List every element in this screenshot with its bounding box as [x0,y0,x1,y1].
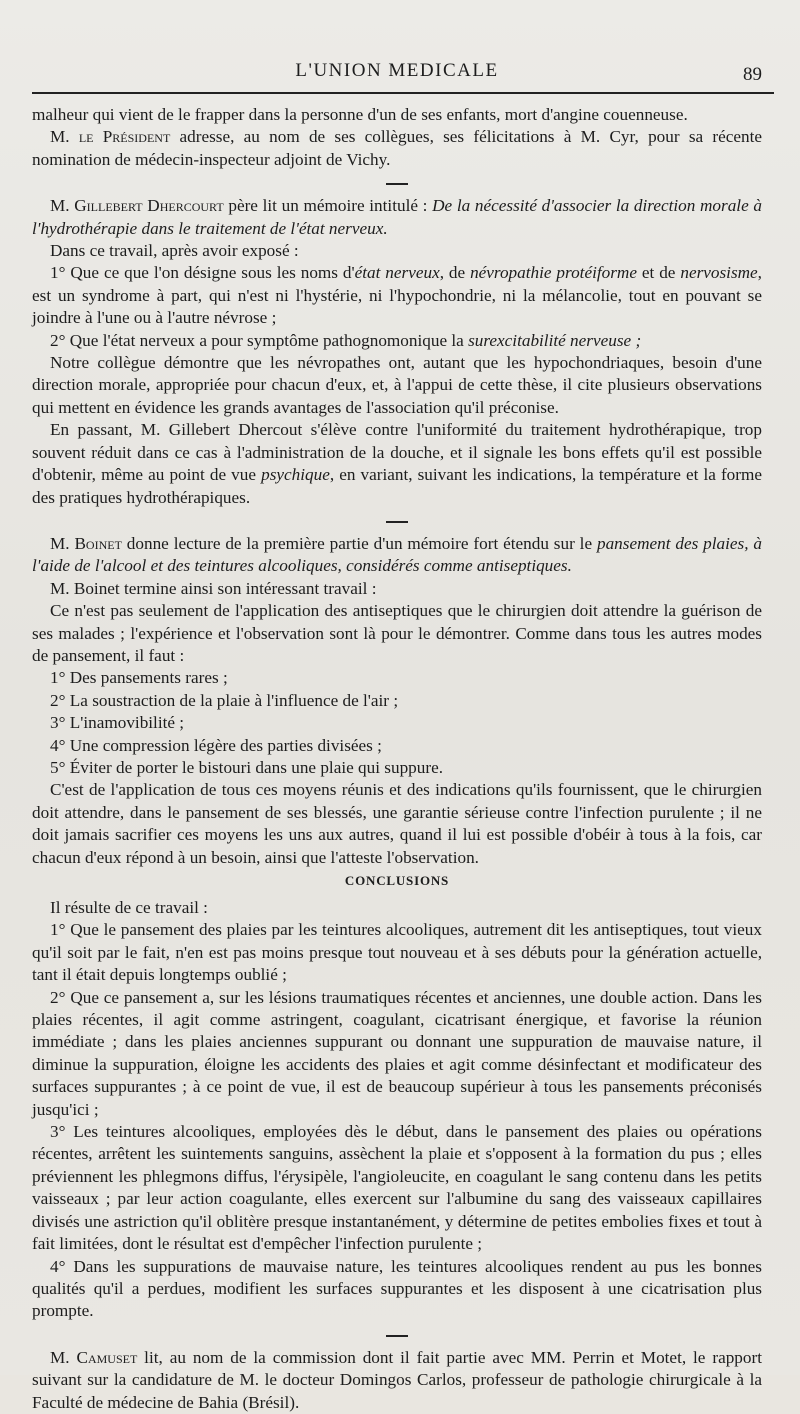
conclusion-item: 2° Que ce pansement a, sur les lésions traumatiques récentes et anciennes, une double action. Dans les plaies récentes, il agit comme astringent, coagulant, cicatrisant énergique, et favorise la réunion immédiate ; dans les plaies anciennes suppurant ou donnant une suppuration de mauvaise nature, il diminue la suppuration, éloigne les accidents des plaies et agit comme désinfectant et modificateur des surfaces suppurantes ; à ce point de vue, il est de beaucoup supérieur à tous les pansements préconisés jusqu'ici ; [32,987,762,1119]
president-paragraph [32,126,762,171]
gillebert-p1: Dans ce travail, après avoir exposé : [50,241,299,261]
camuset-paragraph [32,1347,762,1414]
list-item: 2° La soustraction de la plaie à l'influence de l'air ; [50,690,399,710]
paragraph-text: adresse, au nom de ses collègues, ses félicitations à M. Cyr, pour sa récente nomination de médecin-inspecteur adjoint de Vichy. [32,127,762,169]
italic-term: état nerveux [354,263,440,283]
speaker-name: M. Gillebert Dhercourt [50,196,224,216]
list-item: 4° Une compression légère des parties divisées ; [50,735,382,755]
boinet-p2: Ce n'est pas seulement de l'application des antiseptiques que le chirurgien doit attendre la guérison de ses malades ; l'expérience et l'observation sont là pour le démontrer. Comme dans tous les autres modes de pansement, il faut : [32,601,762,665]
list-item: 1° Des pansements rares ; [50,668,228,688]
section-separator [386,1335,408,1337]
speaker-name: M. le Président [50,127,171,147]
text-run: 2° Que l'état nerveux a pour symptôme pathognomonique la [50,330,469,350]
boinet-p3: C'est de l'application de tous ces moyens réunis et des indications qu'ils fournissent, que le chirurgien doit attendre, dans le pansement de ses blessés, une garantie sérieuse contre l'infection purulente ; il ne doit jamais sacrifier ces moyens les uns aux autres, quand il lui est possible d'obéir à tous à la fois, car chacun d'eux répond à un besoin, ainsi que l'atteste l'observation. [32,780,762,867]
memoir-title: pansement des plaies, à l'aide de l'alcool et des teintures alcooliques, considérés comme antiseptiques. [32,533,762,576]
gillebert-p3 [32,330,762,352]
boinet-intro [32,533,762,578]
section-separator [386,521,408,523]
gillebert-p5 [32,419,762,509]
text-run: , est un syndrome à part, qui n'est ni l'hystérie, ni l'hypochondrie, ni la mélancolie, tout en pouvant se joindre à l'une ou à l'autre névrose ; [32,263,762,328]
italic-term: nervosisme [680,263,758,283]
text-run: , de [439,263,471,283]
running-head [32,0,762,85]
italic-term: psychique [261,465,330,485]
italic-term: surexcitabilité nerveuse ; [468,330,642,350]
speaker-name: M. Camuset [50,1347,138,1367]
page-number: 89 [743,64,762,85]
paragraph-text: père lit un mémoire intitulé : [223,196,433,216]
conclusion-item: 3° Les teintures alcooliques, employées dès le début, dans le pansement des plaies ou opérations récentes, arrêtent les suintements sanguins, assèchent la plaie et s'opposent à la formation du pus ; elles préviennent les phlegmons diffus, l'érysipèle, l'angioleucite, en coagulant le sang contenu dans les petits vaisseaux ; par leur action coagulante, elles exercent sur l'albumine du sang des vaisseaux capillaires divisés une astriction qu'il oblitère presque instantanément, y détermine de petites embolies fixes et tout à fait limitées, dont le résultat est d'empêcher l'infection purulente ; [32,1122,762,1254]
gillebert-p4: Notre collègue démontre que les névropathes ont, autant que les hypochondriaques, besoin d'une direction morale, appropriée pour chacun d'eux, et, à l'appui de cette thèse, il cite plusieurs observations qui mettent en évidence les grands avantages de l'association qu'il préconise. [32,353,762,417]
text-run: et de [636,263,681,283]
list-item: 5° Éviter de porter le bistouri dans une plaie qui suppure. [50,757,444,777]
text-run: 1° Que ce que l'on désigne sous les noms d' [50,263,355,283]
text-run: , en variant, suivant les indications, la température et la forme des pratiques hydrothérapiques. [32,465,762,507]
section-separator [386,183,408,185]
text-run: En passant, M. Gillebert Dhercout s'élève contre l'uniformité du traitement hydrothérapique, trop souvent réduit dans ce cas à l'administration de la douche, et il signale les bons effets qu'il est possible d'obtenir, même au point de vue [32,420,762,485]
conclusions-intro: Il résulte de ce travail : [50,898,208,917]
italic-term: névropathie protéiforme [470,263,637,283]
journal-title: L'UNION MEDICALE [295,60,499,81]
paragraph-text: lit, au nom de la commission dont il fait partie avec MM. Perrin et Motet, le rapport suivant sur la candidature de M. le docteur Domingos Carlos, professeur de pathologie chirurgicale à la Faculté de médecine de Bahia (Brésil). [32,1347,762,1412]
memoir-title: De la nécessité d'associer la direction morale à l'hydrothérapie dans le traitement de l'état nerveux. [32,196,762,238]
gillebert-p2 [32,262,762,329]
conclusions-heading: CONCLUSIONS [344,873,450,888]
header-rule [32,92,774,94]
page-body [32,104,762,1414]
gillebert-intro [32,195,762,240]
list-item: 3° L'inamovibilité ; [50,713,185,733]
paragraph-text: donne lecture de la première partie d'un mémoire fort étendu sur le [121,533,597,553]
speaker-name: M. Boinet [50,533,122,553]
conclusion-item: 4° Dans les suppurations de mauvaise nature, les teintures alcooliques rendent au pus les bonnes qualités qu'il a perdues, modifient les surfaces suppurantes et les disposent à une cicatrisation plus prompte. [32,1256,762,1321]
boinet-p1: M. Boinet termine ainsi son intéressant travail : [50,578,377,598]
conclusion-item: 1° Que le pansement des plaies par les teintures alcooliques, autrement dit les antiseptiques, tout vieux qu'il soit par le fait, n'en est pas moins presque tout nouveau et à ses débuts pour la génération actuelle, tant il était depuis longtemps oublié ; [32,920,762,985]
opening-line: malheur qui vient de le frapper dans la personne d'un de ses enfants, mort d'angine couenneuse. [32,105,688,124]
